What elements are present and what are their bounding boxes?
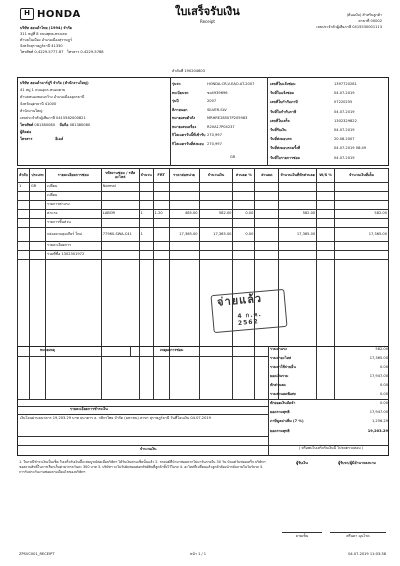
company-address-2: ตำบลในเมือง อำเภอเมืองสุราษฎร์ <box>20 38 72 42</box>
customer-hq: สำนักงานใหญ่ <box>20 109 43 113</box>
customer-addr-1: 41 หมู่ 1 ถนนอุดร-หนองคาย <box>20 88 66 92</box>
company-name: บริษัท ฮอนด้าไทย (1994) จำกัด <box>20 26 73 30</box>
company-address-1: 311 หมู่ที่ 8 ถนนพุทธ-ทรงเลข <box>20 32 67 36</box>
grand-total: 19,203.29 <box>367 429 388 433</box>
table-row: เปลี่ยน <box>18 192 389 201</box>
table-row: รายการค่าแรง <box>18 201 389 210</box>
table-row: ร่วมที่ชื่อ 1302301972 <box>18 251 389 260</box>
doc-labels: เลขที่ใบแจ้งซ่อม วันที่ใบแจ้งซ่อม เลขที่ใบกำกับภาษี วันที่ใบกำกับภาษี เลขที่ใบเสร็จ วันที่รับเงิน วันที่ส่งมอบรถ วันที่ส่งมอบรถครั้งที่ วันที่ใบรายการซ่อม <box>270 82 301 160</box>
company-phone: โทรศัพท์ 0-4229-5777-87 <box>20 50 64 54</box>
total-parts: 17,365.00 <box>369 356 388 360</box>
table-row: รายการชิ้นส่วน <box>18 219 389 228</box>
paid-stamp-text: จ่ายแล้ว <box>216 291 263 309</box>
table-row: รายละเอียดการ <box>18 242 389 251</box>
payment-heading: รายละเอียดการชำระเงิน <box>70 407 108 411</box>
authorized-label: ผู้รับรถ/ผู้มีอำนาจลงนาม <box>338 461 376 465</box>
receiver-name: ศรีนดา ฉุนโรด <box>346 534 370 538</box>
customer-tax: เลขประจำตัวผู้เสียภาษี 0415562000821 <box>20 116 86 120</box>
remarks-label: หมายเหตุ <box>40 348 55 352</box>
doc-code: ZPSVC001_RECEIPT <box>19 552 55 556</box>
branch-label: สาขาที่ 00002 <box>358 19 382 23</box>
brand-name: HONDA <box>37 8 81 20</box>
paid-stamp-date: 4 ก.ค. 2562 <box>237 310 263 327</box>
honda-logo <box>20 8 81 20</box>
payment-details: เงินโอนผ่านธนาคาร 19,203.29 บาท ธนาคาร ธ. กสิกรไทย จำกัด (มหาชน) สาขา สุราษฎร์ธานี วันที่โอนเงิน 04.07.2019 <box>20 416 211 420</box>
copy-label: (ต้นฉบับ) สำหรับลูกค้า <box>346 13 382 17</box>
table-row: ค่าแรง LABOR 1 1.20 485.00 582.00 0.00 582.00 582.00 <box>18 210 389 219</box>
receipt-note: ( หรือพบใบเสร็จรับเงินนี้ โปรดตรวจสอบ ) <box>298 446 364 450</box>
job-type: GR <box>230 155 236 159</box>
customer-signature-label: ลายเซ็น <box>295 534 309 538</box>
company-fax: โทรสาร 0-4229-5788 <box>66 50 104 54</box>
vehicle-labels: รุ่นรถ ทะเบียนรถ รุ่นปี สีภายนอก หมายเลขตัวถัง หมายเลขเครื่อง กิโลเมตรวันนี้ที่เข้ารับ กิโลเมตรวันที่ส่งมอบ <box>172 82 206 146</box>
table-row: 1 GR เปลี่ยน Normal <box>18 183 389 192</box>
repair-reason-label: เหตุผลการซ่อม <box>160 348 184 352</box>
total-gross: 17,947.00 <box>369 374 388 378</box>
paid-stamp <box>210 289 287 333</box>
total-discount: 0.00 <box>379 383 388 387</box>
total-net: 17,947.00 <box>369 410 388 414</box>
vehicle-values: HONDA-CR-V-EAO-AT-2007 ชจ4939696 2007 SILVER-SLV MRHRE28507P205983 R20A17P04237 270,997 270,997 <box>207 82 255 146</box>
honda-h-icon: H <box>20 8 34 20</box>
items-header-row: ลำดับ ประเภท รายละเอียดการซ่อม รหัสงานซ่อม / รหัสอะไหล่ จำนวน FRT ราคาต่อหน่วย จำนวนเงิน ส่วนลด % ส่วนลด จำนวนเงินที่หักส่วนลด W/S % จำนวนเงินที่เต็ม <box>18 169 389 183</box>
total-other: 0.00 <box>379 365 388 369</box>
print-timestamp: 04.07.2019 11:03:38 <box>348 552 386 556</box>
amount-in-words-label: จำนวนเงิน <box>140 447 157 451</box>
tax-id: เลขประจำตัวผู้เสียภาษี 0415530001113 <box>316 25 382 29</box>
total-vat: 1,256.29 <box>371 419 388 423</box>
customer-addr-2: ตำบลหนองขอนกว้าง อำเภอเมืองอุดรธานี <box>20 95 85 99</box>
total-special-discount: 0.00 <box>379 392 388 396</box>
customer-name: บริษัท ฮอนด้าคาร์ปูรี จำกัด (สำนักงานใหญ่) <box>20 81 89 85</box>
receiver-label: ผู้รับเงิน <box>296 461 308 465</box>
total-deposit: 0.00 <box>379 401 388 405</box>
total-labor: 582.00 <box>375 347 388 351</box>
sequence-number: ลำดับที่ 190204803 <box>172 69 205 73</box>
company-block <box>20 25 104 55</box>
terms-notes: 1. ในกรณีชำระเงินเป็นเช็ค ใบเสร็จรับเงินนี้จะสมบูรณ์ต่อเมื่อบริษัทฯ ได้รับเงินตามเช็คนั้นแล้ว 2. รถยนต์ที่นำมาซ่อมหากไม่มารับภายใน 30 วัน นับแต่วันซ่อมเสร็จ บริษัทฯ ขอสงวนสิทธิ์ในการเรียกเก็บค่าฝากรถวันละ 300 บาท 3. บริษัทฯ จะไม่รับผิดชอบต่อทรัพย์สินที่ลูกค้าทิ้งไว้ในรถ 4. อะไหล่ที่เปลี่ยนแล้วลูกค้าต้องนำกลับภายในวันรับรถ 5. การรับประกันงานซ่อมตามเงื่อนไขของบริษัทฯ <box>19 460 266 474</box>
customer-block: บริษัท ฮอนด้าคาร์ปูรี จำกัด (สำนักงานใหญ่) 41 หมู่ 1 ถนนอุดร-หนองคาย ตำบลหนองขอนกว้าง อำเภอเมืองอุดรธานี จังหวัดอุดรธานี 41000 สำนักงานใหญ่ เลขประจำตัวผู้เสียภาษี 0415562000821 โทรศัพท์ 081380080 มือถือ 081380080 ผู้ติดต่อ โทรสาร อีเมล์ <box>20 80 168 143</box>
document-subtitle: Receipt <box>200 19 215 24</box>
customer-addr-3: จังหวัดอุดรธานี 41000 <box>20 102 57 106</box>
receipt-page: H HONDA บริษัท ฮอนด้าไทย (1994) จำกัด 311 หมู่ที่ 8 ถนนพุทธ-ทรงเลข ตำบลในเมือง อำเภอเมืองสุราษฎร์ จังหวัดสุราษฎร์ธานี 41330 โทรศัพท์ 0-4229-5777-87 โทรสาร 0-4229-5788 ใบเสร็จรับเงิน Receipt (ต้นฉบับ) สำหรับลูกค้า สาขาที่ 00002 เลขประจำตัวผู้เสียภาษี 0415530001113 ลำดับที่ 190204803 บริษัท ฮอนด้าคาร์ปูรี จำกัด (สำนักงานใหญ่) 41 หมู่ 1 ถนนอุดร-หนองคาย ตำบลหนองขอนกว้าง อำเภอเมืองอุดรธานี จังหวัดอุดรธานี 41000 สำนักงานใหญ่ เลขประจำตัวผู้เสียภาษี 0415562000821 โทรศัพท์ 081380080 มือถือ 081380080 ผู้ติดต่อ โทรสาร อีเมล์ รุ่นรถ ทะเบียนรถ รุ่นปี สีภายนอก หมายเลขตัวถัง หมายเลขเครื่อง กิโลเมตรวันนี้ที่เข้ารับ กิโลเมตรวันที่ส่งมอบ HONDA-CR-V-EAO-AT-2007 ชจ4939696 2007 SILVER-SLV MRHRE28507P205983 R20A17P04237 270,997 270,997 GR เลขที่ใบแจ้งซ่อม วันที่ใบแจ้งซ่อม เลขที่ใบกำกับภาษี วันที่ใบกำกับภาษี เลขที่ใบเสร็จ วันที่รับเงิน วันที่ส่งมอบรถ วันที่ส่งมอบรถครั้งที่ วันที่ใบรายการซ่อม 1397720281 04.07.2019 07220255 04.07.2019 1302329822 04.07.2019 20.08.2007 04.07.2019 08:49 04.07.2019 ลำดับ ประเภท รายละเอียดการซ่อม รหัสงานซ่อม / รหัสอะไหล่ จำนวน FRT ราคาต่อหน่วย จำนวนเงิน ส่วนลด % ส่วนลด จำนวนเงินที่หักส่วนลด W/S % จำนวนเงินที่เต็ม 1 GR เปลี่ยน Normal เปลี่ยน รายการค่าแรง ค่าแรง LABOR 1 1.20 485.00 582.00 0.00 582.00 582.00 รายการชิ้นส่วน กล่องควบคุมเกียร์ ใหม่ 77960-SWA-C41 1 17,365.00 17,365.00 0.00 17,365.00 17,365.00 รายละเอียดการ ร่วมที่ชื่อ 1302301972 จ่ายแล้ว 4 ก.ค. 2562 หมายเหตุ เหตุผลการซ่อม รายละเอียดการชำระเงิน เงินโอนผ่านธนาคาร 19,203.29 บาท ธนาคาร ธ. กสิกรไทย จำกัด (มหาชน) สาขา สุราษฎร์ธานี วันที่โอนเงิน 04.07.2019 จำนวนเงิน รวมค่าแรง 582.00 รวมค่าอะไหล่ 17,365.00 รวมค่าใช้จ่ายอื่น 0.00 ยอดเงินรวม 17,947.00 หักส่วนลด 0.00 รวมส่วนลดพิเศษ 0.00 หักยอดเงินมัดจำ 0.00 ยอดรวมสุทธิ 17,947.00 ภาษีมูลค่าเพิ่ม (7 %) 1,256.29 ยอดรวมสุทธิ 19,203.29 1. ในกรณีชำระเงินเป็นเช็ค ใบเสร็จรับเงินนี้จะสมบูรณ์ต่อเมื่อบริษัทฯ ได้รับเงินตามเช็คนั้นแล้ว 2. รถยนต์ที่นำมาซ่อมหากไม่มารับภายใน 30 วัน นับแต่วันซ่อมเสร็จ บริษัทฯ ขอสงวนสิทธิ์ในการเรียกเก็บค่าฝากรถวันละ 300 บาท 3. บริษัทฯ จะไม่รับผิดชอบต่อทรัพย์สินที่ลูกค้าทิ้งไว้ในรถ 4. อะไหล่ที่เปลี่ยนแล้วลูกค้าต้องนำกลับภายในวันรับรถ 5. การรับประกันงานซ่อมตามเงื่อนไขของบริษัทฯ ( หรือพบใบเสร็จรับเงินนี้ โปรดตรวจสอบ ) ผู้รับเงิน ผู้รับรถ/ผู้มีอำนาจลงนาม ลายเซ็น ศรีนดา ฉุนโรด ZPSVC001_RECEIPT หน้า 1 / 1 04.07.2019 11:03:38 <box>19 5 388 556</box>
doc-values: 1397720281 04.07.2019 07220255 04.07.2019 1302329822 04.07.2019 20.08.2007 04.07.2019 08:49 04.07.2019 <box>334 82 367 160</box>
header-right <box>316 12 382 30</box>
document-title: ใบเสร็จรับเงิน <box>175 5 240 18</box>
company-address-3: จังหวัดสุราษฎร์ธานี 41330 <box>20 44 63 48</box>
page-number: หน้า 1 / 1 <box>190 552 207 556</box>
table-row: กล่องควบคุมเกียร์ ใหม่ 77960-SWA-C41 1 17,365.00 17,365.00 0.00 17,365.00 17,365.00 <box>18 228 389 242</box>
summary-box <box>17 346 389 456</box>
